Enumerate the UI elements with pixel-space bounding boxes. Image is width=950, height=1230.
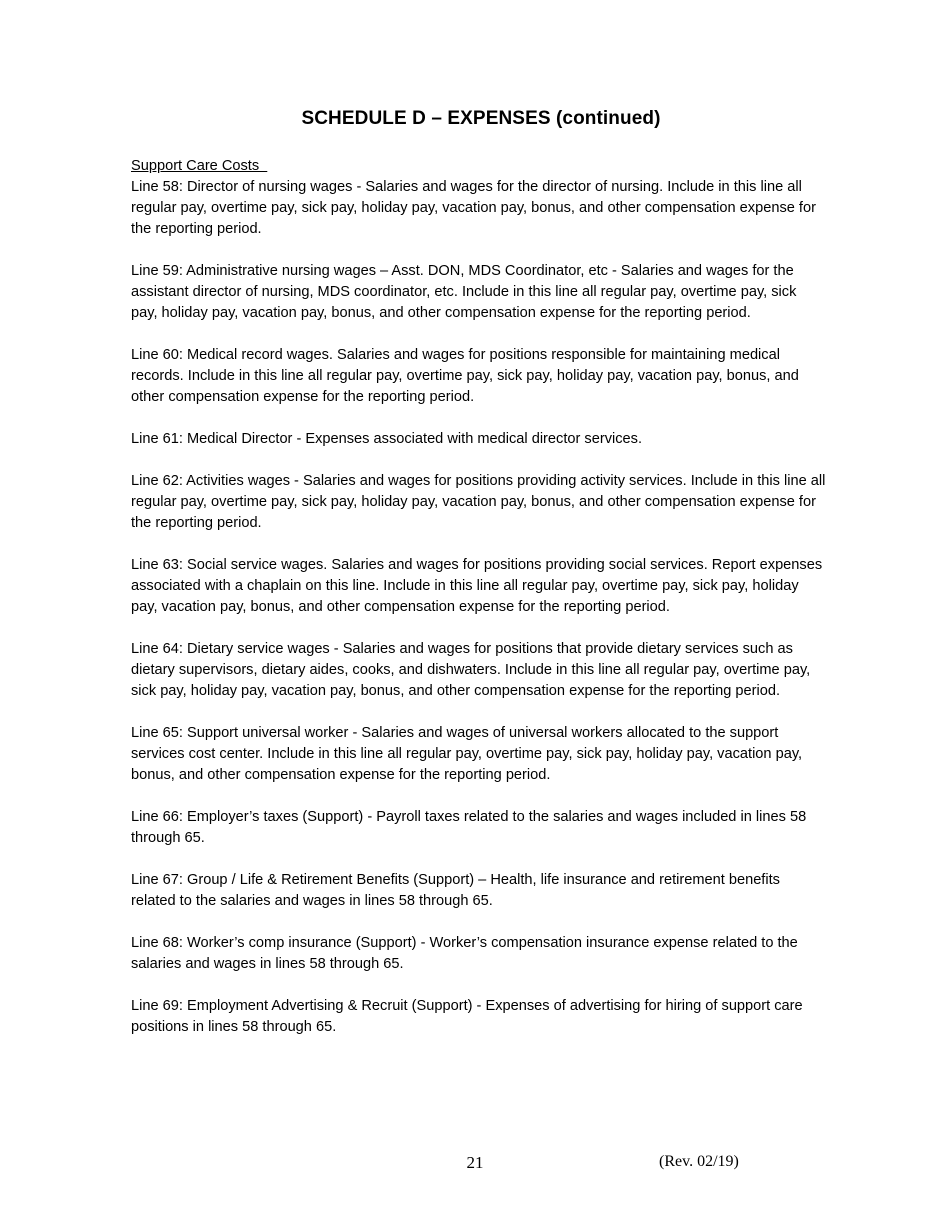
- paragraph-line-59: Line 59: Administrative nursing wages – Asst. DON, MDS Coordinator, etc - Salaries and wages for the assistant director of nursing, MDS coordinator, etc. Include in this line all regular pay, overtime pay, sick pay, holiday pay, vacation pay, bonus, and other compensation expense for the reporting period.: [131, 263, 797, 321]
- section-heading: Support Care Costs: [131, 158, 268, 174]
- paragraph-line-69: Line 69: Employment Advertising & Recruit (Support) - Expenses of advertising for hiring of support care positions in lines 58 through 65.: [131, 998, 803, 1035]
- page-number: 21: [466, 1153, 484, 1172]
- paragraph-line-65: Line 65: Support universal worker - Salaries and wages of universal workers allocated to the support services cost center. Include in this line all regular pay, overtime pay, sick pay, holiday pay, vacation pay, bonus, and other compensation expense for the reporting period.: [131, 725, 803, 783]
- paragraph-line-67: Line 67: Group / Life & Retirement Benefits (Support) – Health, life insurance and retirement benefits related to the salaries and wages in lines 58 through 65.: [131, 872, 780, 909]
- paragraph-line-68: Line 68: Worker’s comp insurance (Support) - Worker’s compensation insurance expense related to the salaries and wages in lines 58 through 65.: [131, 935, 798, 972]
- paragraph-line-64: Line 64: Dietary service wages - Salaries and wages for positions that provide dietary services such as dietary supervisors, dietary aides, cooks, and dishwaters. Include in this line all regular pay, overtime pay, sick pay, holiday pay, vacation pay, bonus, and other compensation expense for the reporting period.: [131, 641, 811, 699]
- paragraph-line-63: Line 63: Social service wages. Salaries and wages for positions providing social services. Report expenses associated with a chaplain on this line. Include in this line all regular pay, overtime pay, sick pay, holiday pay, vacation pay, bonus, and other compensation expense for the reporting period.: [131, 557, 823, 615]
- paragraph-line-58: Line 58: Director of nursing wages - Salaries and wages for the director of nursing. Include in this line all regular pay, overtime pay, sick pay, holiday pay, vacation pay, bonus, and other compensation expense for the reporting period.: [131, 179, 816, 237]
- paragraph-line-62: Line 62: Activities wages - Salaries and wages for positions providing activity services. Include in this line all regular pay, overtime pay, sick pay, holiday pay, vacation pay, bonus, and other compensation expense for the reporting period.: [131, 473, 826, 531]
- paragraph-line-61: Line 61: Medical Director - Expenses associated with medical director services.: [131, 431, 642, 447]
- paragraph-line-66: Line 66: Employer’s taxes (Support) - Payroll taxes related to the salaries and wages included in lines 58 through 65.: [131, 809, 807, 846]
- paragraph-line-60: Line 60: Medical record wages. Salaries and wages for positions responsible for maintaining medical records. Include in this line all regular pay, overtime pay, sick pay, holiday pay, vacation pay, bonus, and other compensation expense for the reporting period.: [131, 347, 799, 405]
- revision-label: (Rev. 02/19): [659, 1153, 739, 1170]
- page-title: SCHEDULE D – EXPENSES (continued): [301, 108, 661, 129]
- document-body: [131, 156, 826, 1059]
